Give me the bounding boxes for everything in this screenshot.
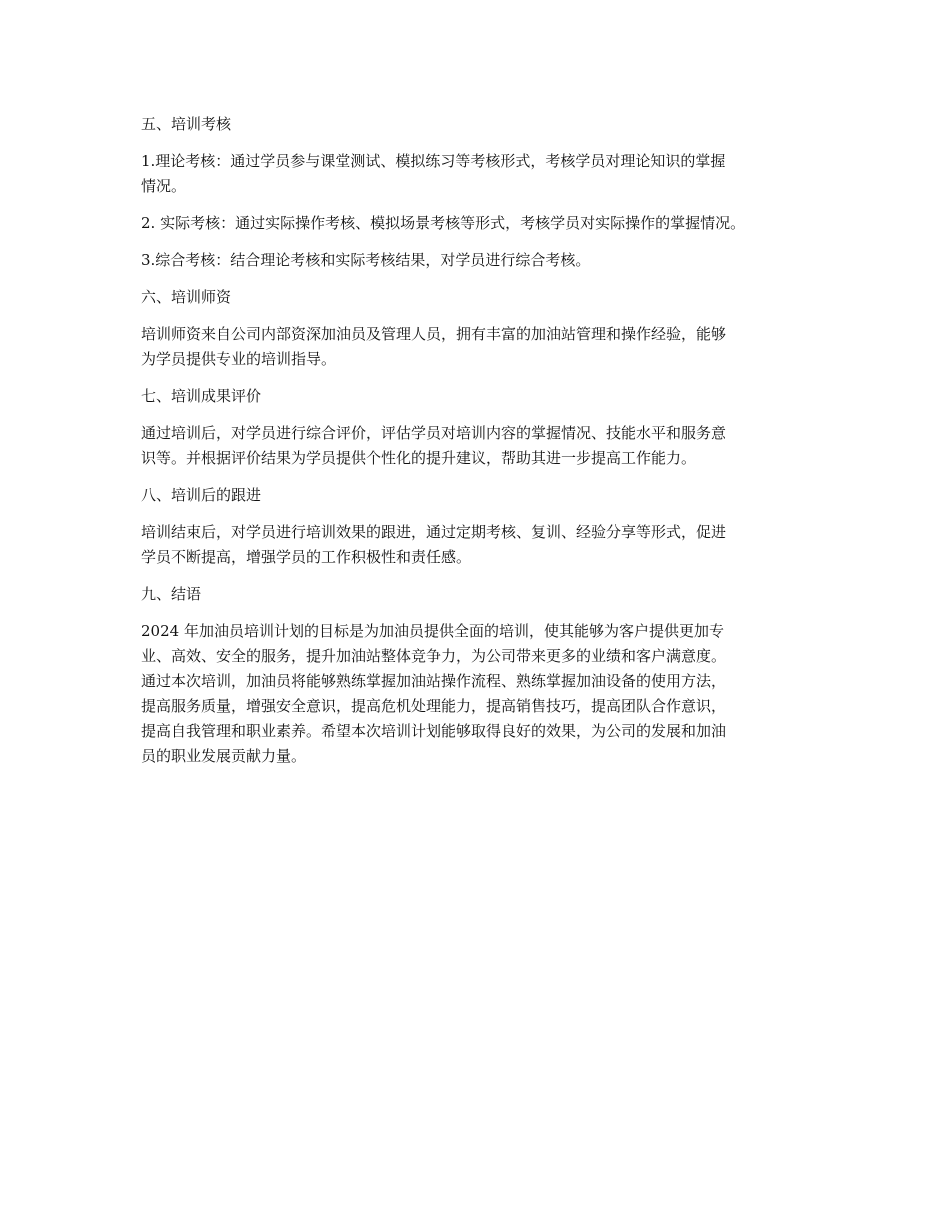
text-line: 培训结束后，对学员进行培训效果的跟进，通过定期考核、复训、经验分享等形式，促进 xyxy=(141,523,727,541)
text-line: 1.理论考核：通过学员参与课堂测试、模拟练习等考核形式，考核学员对理论知识的掌握 xyxy=(141,152,726,170)
text-line: 2024 年加油员培训计划的目标是为加油员提供全面的培训，使其能够为客户提供更加专 xyxy=(141,622,724,640)
section-heading-conclusion: 九、结语 xyxy=(141,585,202,603)
text-line: 通过培训后，对学员进行综合评价，评估学员对培训内容的掌握情况、技能水平和服务意 xyxy=(141,424,727,442)
paragraph-evaluation xyxy=(141,421,821,471)
text-line: 2. 实际考核：通过实际操作考核、模拟场景考核等形式，考核学员对实际操作的掌握情况。 xyxy=(141,214,746,232)
text-line: 培训师资来自公司内部资深加油员及管理人员，拥有丰富的加油站管理和操作经验，能够 xyxy=(141,325,727,343)
text-line: 学员不断提高，增强学员的工作积极性和责任感。 xyxy=(141,548,472,566)
paragraph-practical-assessment xyxy=(141,211,821,236)
paragraph-conclusion xyxy=(141,619,821,769)
text-line: 业、高效、安全的服务，提升加油站整体竞争力，为公司带来更多的业绩和客户满意度。 xyxy=(141,647,727,665)
document-page xyxy=(141,112,821,781)
text-line: 提高自我管理和职业素养。希望本次培训计划能够取得良好的效果，为公司的发展和加油 xyxy=(141,722,727,740)
paragraph-instructors xyxy=(141,322,821,372)
section-heading-evaluation: 七、培训成果评价 xyxy=(141,387,262,405)
text-line: 情况。 xyxy=(141,177,187,195)
text-line: 提高服务质量，增强安全意识，提高危机处理能力，提高销售技巧，提高团队合作意识， xyxy=(141,697,727,715)
section-heading-follow-up: 八、培训后的跟进 xyxy=(141,486,262,504)
text-line: 识等。并根据评价结果为学员提供个性化的提升建议，帮助其进一步提高工作能力。 xyxy=(141,449,697,467)
text-line: 通过本次培训，加油员将能够熟练掌握加油站操作流程、熟练掌握加油设备的使用方法， xyxy=(141,672,727,690)
section-heading-assessment: 五、培训考核 xyxy=(141,115,232,133)
section-heading-instructors: 六、培训师资 xyxy=(141,288,232,306)
paragraph-comprehensive-assessment xyxy=(141,248,821,273)
paragraph-follow-up xyxy=(141,520,821,570)
paragraph-theory-assessment xyxy=(141,149,821,199)
text-line: 为学员提供专业的培训指导。 xyxy=(141,350,337,368)
text-line: 3.综合考核：结合理论考核和实际考核结果，对学员进行综合考核。 xyxy=(141,251,591,269)
text-line: 员的职业发展贡献力量。 xyxy=(141,747,307,765)
